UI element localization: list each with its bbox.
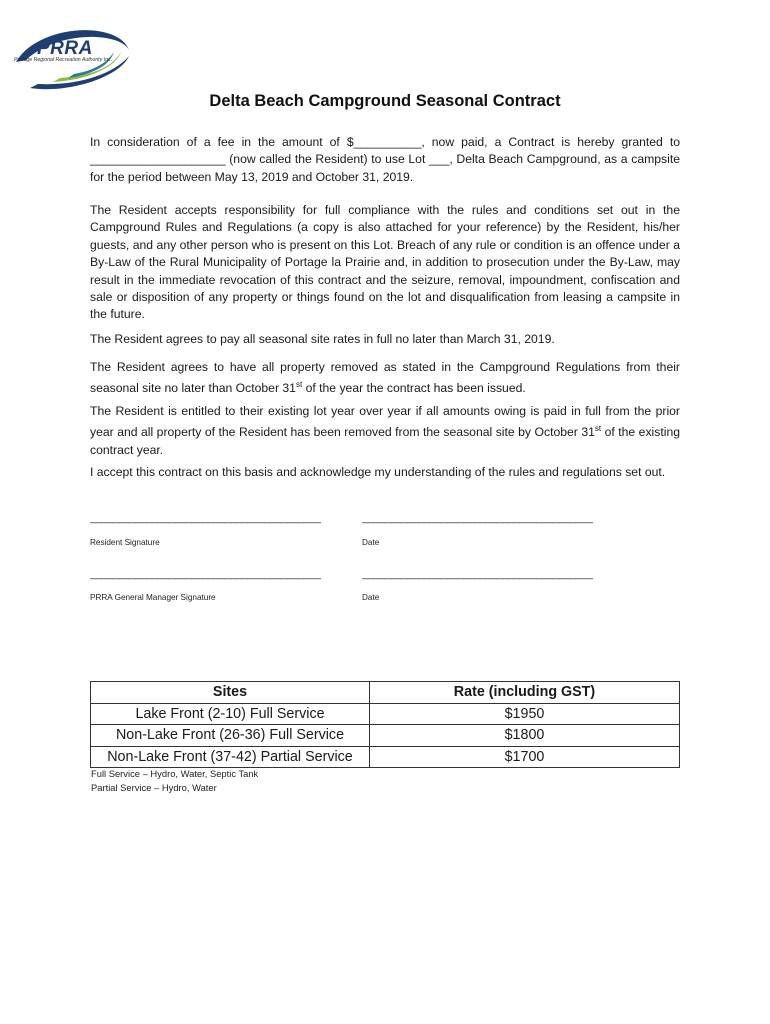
logo-subtitle: Portage Regional Recreation Authority Inc.: [14, 57, 113, 63]
resident-date-label: Date: [362, 538, 380, 547]
entitled-text-a: The Resident is entitled to their existing lot year over year if all amounts owing is paid in full from the prior year and all property of the Resident has been removed from the seasonal site by October 31: [90, 404, 680, 440]
table-header-row: [91, 682, 680, 704]
rate-cell: $1700: [370, 746, 680, 768]
manager-date-line[interactable]: _________________________________________: [362, 568, 593, 580]
sites-header: Sites: [91, 682, 370, 704]
removal-superscript: st: [295, 380, 303, 390]
resident-signature-line[interactable]: _________________________________________: [90, 512, 321, 524]
removal-text-b: of the year the contract has been issued.: [302, 381, 526, 396]
responsibility-paragraph: The Resident accepts responsibility for full compliance with the rules and conditions set out in the Campground Rules and Regulations (a copy is also attached for your reference) by the Resident, his/her guests, and any other person who is present on this Lot. Breach of any rule or condition is an offence under a By-Law of the Rural Municipality of Portage la Prairie and, in addition to prosecution under the By-Law, may result in the immediate revocation of this contract and the seizure, removal, impoundment, confiscation and sale or disposition of any property or things found on the lot and disqualification from leasing a campsite in the future.: [90, 203, 680, 322]
resident-signature-label: Resident Signature: [90, 538, 160, 547]
removal-text-a: The Resident agrees to have all property removed as stated in the Campground Regulations from their seasonal site no later than October 31: [90, 360, 680, 396]
rate-cell: $1950: [370, 703, 680, 725]
manager-signature-label: PRRA General Manager Signature: [90, 593, 216, 602]
logo-wordmark: PRRA: [37, 38, 93, 59]
site-cell: Non-Lake Front (26-36) Full Service: [91, 725, 370, 747]
removal-paragraph: [90, 359, 680, 398]
rate-header: Rate (including GST): [370, 682, 680, 704]
accept-paragraph: I accept this contract on this basis and acknowledge my understanding of the rules and regulations set out.: [90, 465, 666, 479]
table-row: [91, 703, 680, 725]
payment-paragraph: The Resident agrees to pay all seasonal site rates in full no later than March 31, 2019.: [90, 332, 555, 346]
page-title: Delta Beach Campground Seasonal Contract: [209, 92, 561, 110]
table-row: [91, 725, 680, 747]
entitled-text-b: of the existing contract year.: [90, 425, 680, 457]
resident-date-line[interactable]: _________________________________________: [362, 512, 593, 524]
rates-table: [90, 681, 680, 768]
intro-paragraph: In consideration of a fee in the amount of $__________, now paid, a Contract is hereby granted to ____________________ (now called the Resident) to use Lot ___, Delta Beach Campground, as a campsite for the period between May 13, 2019 and October 31, 2019.: [90, 135, 680, 184]
table-row: [91, 746, 680, 768]
full-service-note: Full Service – Hydro, Water, Septic Tank: [91, 768, 259, 779]
site-cell: Non-Lake Front (37-42) Partial Service: [91, 746, 370, 768]
manager-date-label: Date: [362, 593, 380, 602]
manager-signature-line[interactable]: _________________________________________: [90, 568, 321, 580]
entitled-superscript: st: [594, 424, 602, 434]
rate-cell: $1800: [370, 725, 680, 747]
partial-service-note: Partial Service – Hydro, Water: [91, 782, 217, 793]
entitled-paragraph: [90, 403, 680, 459]
site-cell: Lake Front (2-10) Full Service: [91, 703, 370, 725]
